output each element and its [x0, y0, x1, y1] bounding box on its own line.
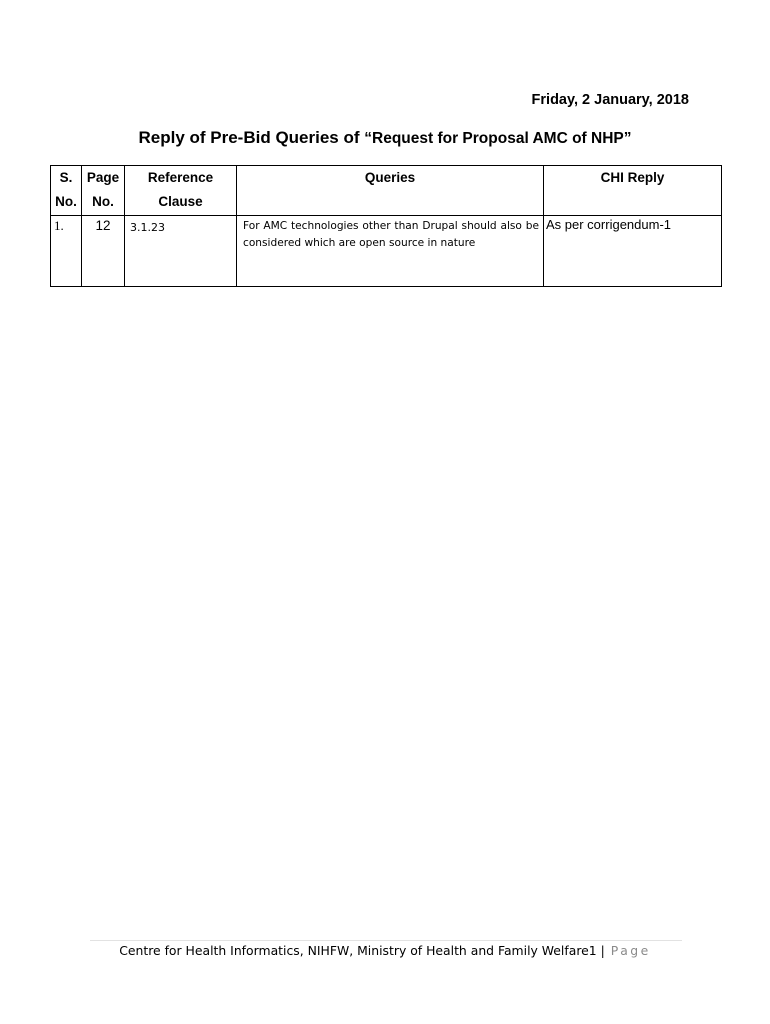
header-sno-line1: S.: [59, 170, 73, 185]
header-chi-reply: CHI Reply: [544, 166, 722, 216]
title-quoted: “Request for Proposal AMC of NHP”: [364, 130, 632, 147]
table-row: [51, 216, 722, 287]
footer-page-label: Page: [610, 943, 651, 958]
document-date: Friday, 2 January, 2018: [531, 92, 689, 108]
cell-reference-clause: 3.1.23: [125, 216, 237, 287]
header-ref-line2: Clause: [158, 194, 203, 209]
table-header-row: [51, 166, 722, 216]
cell-page-no: 12: [82, 216, 125, 287]
header-page-line1: Page: [86, 170, 120, 185]
header-queries: Queries: [237, 166, 544, 216]
header-reference-clause: [125, 166, 237, 216]
header-sno: [51, 166, 82, 216]
header-page: [82, 166, 125, 216]
footer-text: Centre for Health Informatics, NIHFW, Ministry of Health and Family Welfare1: [119, 943, 597, 958]
cell-query: For AMC technologies other than Drupal should also be considered which are open source in nature: [237, 216, 544, 287]
document-title: [0, 128, 770, 148]
cell-sno: 1.: [51, 216, 82, 287]
footer-divider: [90, 940, 682, 941]
title-prefix: Reply of Pre-Bid Queries of: [138, 128, 365, 147]
header-sno-line2: No.: [55, 194, 77, 209]
header-page-line2: No.: [92, 194, 114, 209]
cell-chi-reply: As per corrigendum-1: [544, 216, 722, 287]
header-ref-line1: Reference: [147, 170, 214, 185]
pre-bid-queries-table: [50, 165, 722, 287]
footer-separator: |: [600, 943, 605, 958]
page-footer: [0, 943, 770, 958]
